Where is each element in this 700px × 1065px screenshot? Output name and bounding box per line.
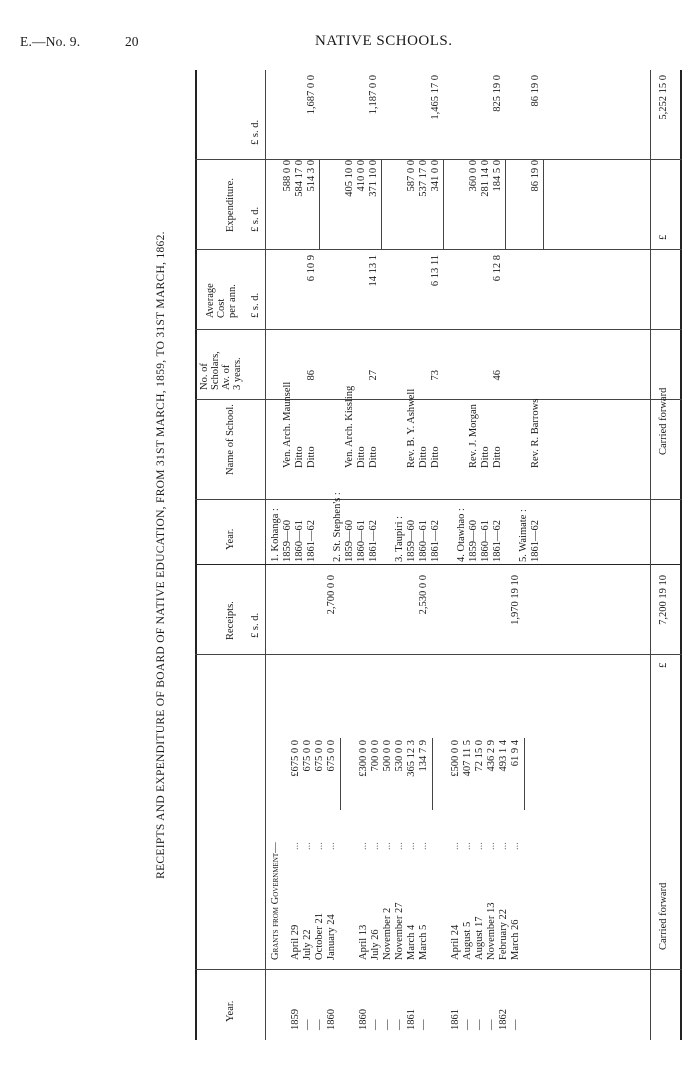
expenditure-amount: 587 0 0	[406, 160, 417, 192]
receipt-date: March 5	[418, 924, 429, 960]
school-master: Rev. B. Y. Ashwell	[406, 388, 417, 468]
expenditure-year: 1861—62	[368, 520, 379, 562]
leader-dots: ...	[302, 842, 313, 850]
scholar-count: 27	[368, 370, 379, 381]
scholars-header-line: Scholars,	[210, 351, 221, 390]
scholar-count: 73	[430, 370, 441, 381]
column-divider	[195, 654, 682, 655]
receipt-date: November 27	[394, 902, 405, 960]
receipt-amount: 493 1 4	[498, 740, 509, 772]
school-total: 1,687 0 0	[306, 75, 317, 115]
receipt-amount: 530 0 0	[394, 740, 405, 772]
leader-dots: ...	[498, 842, 509, 850]
column-divider	[195, 249, 682, 250]
cost-header-line: per ann.	[227, 284, 238, 318]
school-name: 4. Otawhao :	[456, 508, 467, 562]
receipt-year: —	[486, 1019, 497, 1030]
receipt-amount: 700 0 0	[370, 740, 381, 772]
school-master: Rev. J. Morgan	[468, 404, 479, 468]
school-master: Rev. R. Barrows	[530, 398, 541, 468]
expenditure-amount: 588 0 0	[282, 160, 293, 192]
rule-line	[319, 160, 320, 250]
expenditure-year: 1859—60	[406, 520, 417, 562]
rule-line	[543, 160, 544, 250]
receipt-year: —	[510, 1019, 521, 1030]
expenditure-year-header: Year.	[225, 528, 236, 550]
receipt-year: —	[462, 1019, 473, 1030]
cost-lsd-header: £ s. d.	[250, 292, 261, 318]
page-number: 20	[125, 34, 139, 49]
receipt-date: January 24	[326, 914, 337, 960]
leader-dots: ...	[358, 842, 369, 850]
column-divider	[195, 329, 682, 330]
receipt-year: —	[302, 1019, 313, 1030]
school-total: 825 19 0	[492, 75, 503, 112]
rule-line	[524, 738, 525, 810]
school-name: 5. Waimate :	[518, 509, 529, 562]
average-cost: 6 10 9	[306, 255, 317, 282]
school-master: Ditto	[480, 446, 491, 468]
expenditure-amount: 341 0 0	[430, 160, 441, 192]
receipts-carried-forward-currency: £	[658, 662, 669, 668]
receipt-amount: £500 0 0	[450, 740, 461, 777]
receipt-amount: 436 2 9	[486, 740, 497, 772]
receipts-carried-forward-total: 7,200 19 10	[658, 575, 669, 625]
school-master: Ditto	[368, 446, 379, 468]
average-cost: 6 13 11	[430, 255, 441, 287]
leader-dots: ...	[510, 842, 521, 850]
cost-header-line: Cost	[216, 298, 227, 318]
expenditure-year: 1861—62	[492, 520, 503, 562]
receipt-year: 1862	[498, 1009, 509, 1030]
expenditure-year: 1860—61	[480, 520, 491, 562]
accounts-table	[155, 70, 685, 1040]
receipt-year: 1859	[290, 1009, 301, 1030]
rule-line	[195, 70, 197, 1040]
document-reference: E.—No. 9.	[20, 34, 81, 49]
leader-dots: ...	[394, 842, 405, 850]
receipt-date: February 22	[498, 908, 509, 960]
expenditure-year: 1861—62	[430, 520, 441, 562]
receipt-amount: 675 0 0	[314, 740, 325, 772]
expenditure-carried-forward-total: 5,252 15 0	[658, 75, 669, 120]
receipt-amount: 500 0 0	[382, 740, 393, 772]
receipt-date: October 21	[314, 913, 325, 960]
expenditure-amount: 360 0 0	[468, 160, 479, 192]
expenditure-lsd-header: £ s. d.	[250, 206, 261, 232]
receipt-year: —	[418, 1019, 429, 1030]
expenditure-amount: 405 10 0	[344, 160, 355, 197]
receipt-year: —	[474, 1019, 485, 1030]
expenditure-amount: 514 3 0	[306, 160, 317, 192]
receipts-carried-forward-label: Carried forward	[658, 882, 669, 950]
expenditure-carried-forward-currency: £	[658, 234, 669, 240]
leader-dots: ...	[418, 842, 429, 850]
page-title: NATIVE SCHOOLS.	[315, 33, 453, 49]
receipt-year: 1860	[358, 1009, 369, 1030]
rule-line	[505, 160, 506, 250]
cost-header-line: Average	[205, 283, 216, 318]
expenditure-amount: 371 10 0	[368, 160, 379, 197]
expenditure-year: 1859—60	[282, 520, 293, 562]
expenditure-year: 1861—62	[306, 520, 317, 562]
school-master: Ven. Arch. Kissling	[344, 385, 355, 468]
scholars-header-line: 3 years.	[232, 357, 243, 390]
receipt-year: —	[394, 1019, 405, 1030]
expenditure-year: 1860—61	[418, 520, 429, 562]
receipt-amount: 72 15 0	[474, 740, 485, 772]
receipt-year: —	[314, 1019, 325, 1030]
receipt-amount: £675 0 0	[290, 740, 301, 777]
average-cost: 6 12 8	[492, 255, 503, 282]
grants-heading: Grants from Government—	[270, 842, 281, 960]
rule-line	[195, 564, 682, 565]
expenditure-amount: 86 19 0	[530, 160, 541, 192]
school-name: 1. Kohanga :	[270, 508, 281, 562]
receipt-amount: 61 9 4	[510, 740, 521, 767]
receipt-amount: 675 0 0	[326, 740, 337, 772]
school-master: Ditto	[356, 446, 367, 468]
leader-dots: ...	[382, 842, 393, 850]
rule-line	[680, 70, 682, 1040]
leader-dots: ...	[290, 842, 301, 850]
receipt-subtotal: 1,970 19 10	[510, 575, 521, 625]
leader-dots: ...	[406, 842, 417, 850]
receipts-lsd-header: £ s. d.	[250, 612, 261, 638]
average-cost: 14 13 1	[368, 255, 379, 287]
expenditure-year: 1859—60	[468, 520, 479, 562]
column-divider	[195, 499, 682, 500]
school-name: 3. Taupiri :	[394, 515, 405, 562]
receipts-year-header: Year.	[225, 1000, 236, 1022]
column-divider	[195, 399, 682, 400]
leader-dots: ...	[474, 842, 485, 850]
rule-line	[340, 738, 341, 810]
rule-line	[265, 70, 266, 1040]
rule-line	[650, 70, 651, 1040]
leader-dots: ...	[462, 842, 473, 850]
expenditure-carried-forward-label: Carried forward	[658, 387, 669, 455]
rule-line	[432, 738, 433, 810]
school-total: 1,187 0 0	[368, 75, 379, 115]
receipts-column-header: Receipts.	[225, 601, 236, 640]
school-master: Ditto	[294, 446, 305, 468]
expenditure-amount: 537 17 0	[418, 160, 429, 197]
leader-dots: ...	[370, 842, 381, 850]
receipt-date: November 13	[486, 902, 497, 960]
receipt-date: March 4	[406, 924, 417, 960]
receipt-subtotal: 2,700 0 0	[326, 575, 337, 615]
expenditure-year: 1861—62	[530, 520, 541, 562]
column-divider	[195, 969, 682, 970]
receipt-year: —	[370, 1019, 381, 1030]
school-master: Ditto	[418, 446, 429, 468]
receipt-year: 1861	[450, 1009, 461, 1030]
receipt-date: July 22	[302, 929, 313, 960]
receipt-date: August 5	[462, 921, 473, 960]
receipt-subtotal: 2,530 0 0	[418, 575, 429, 615]
expenditure-amount: 184 5 0	[492, 160, 503, 192]
receipt-amount: 675 0 0	[302, 740, 313, 772]
leader-dots: ...	[314, 842, 325, 850]
receipt-date: March 26	[510, 919, 521, 960]
expenditure-amount: 281 14 0	[480, 160, 491, 197]
scholars-header-line: Av. of	[221, 364, 232, 390]
receipt-date: November 2	[382, 907, 393, 960]
receipt-date: April 24	[450, 924, 461, 960]
table-caption: RECEIPTS AND EXPENDITURE OF BOARD OF NATIVE EDUCATION, FROM 31ST MARCH, 1859, TO 31ST MARCH, 1862.	[155, 231, 167, 879]
scholar-count: 46	[492, 370, 503, 381]
school-master: Ven. Arch. Maunsell	[282, 381, 293, 468]
receipt-amount: 134 7 9	[418, 740, 429, 772]
receipt-date: August 17	[474, 916, 485, 960]
receipt-amount: 365 12 3	[406, 740, 417, 777]
receipt-year: 1860	[326, 1009, 337, 1030]
school-total: 1,465 17 0	[430, 75, 441, 120]
leader-dots: ...	[326, 842, 337, 850]
receipt-year: 1861	[406, 1009, 417, 1030]
totals-lsd-header: £ s. d.	[250, 119, 261, 145]
school-master: Ditto	[306, 446, 317, 468]
rule-line	[443, 160, 444, 250]
receipt-amount: £300 0 0	[358, 740, 369, 777]
school-total: 86 19 0	[530, 75, 541, 107]
expenditure-year: 1860—61	[356, 520, 367, 562]
receipt-date: April 13	[358, 924, 369, 960]
page-header	[0, 0, 700, 60]
rule-line	[381, 160, 382, 250]
expenditure-amount: 584 17 0	[294, 160, 305, 197]
school-name-header: Name of School.	[225, 404, 236, 475]
receipt-date: April 29	[290, 924, 301, 960]
leader-dots: ...	[486, 842, 497, 850]
receipt-year: —	[382, 1019, 393, 1030]
leader-dots: ...	[450, 842, 461, 850]
scholars-header-line: No. of	[199, 363, 210, 390]
expenditure-amount: 410 0 0	[356, 160, 367, 192]
receipt-amount: 407 11 5	[462, 740, 473, 777]
receipt-date: July 26	[370, 929, 381, 960]
school-master: Ditto	[430, 446, 441, 468]
scholar-count: 86	[306, 370, 317, 381]
expenditure-year: 1860—61	[294, 520, 305, 562]
expenditure-column-header: Expenditure.	[225, 178, 236, 232]
expenditure-year: 1859—60	[344, 520, 355, 562]
school-name: 2. St. Stephen's :	[332, 492, 343, 562]
school-master: Ditto	[492, 446, 503, 468]
